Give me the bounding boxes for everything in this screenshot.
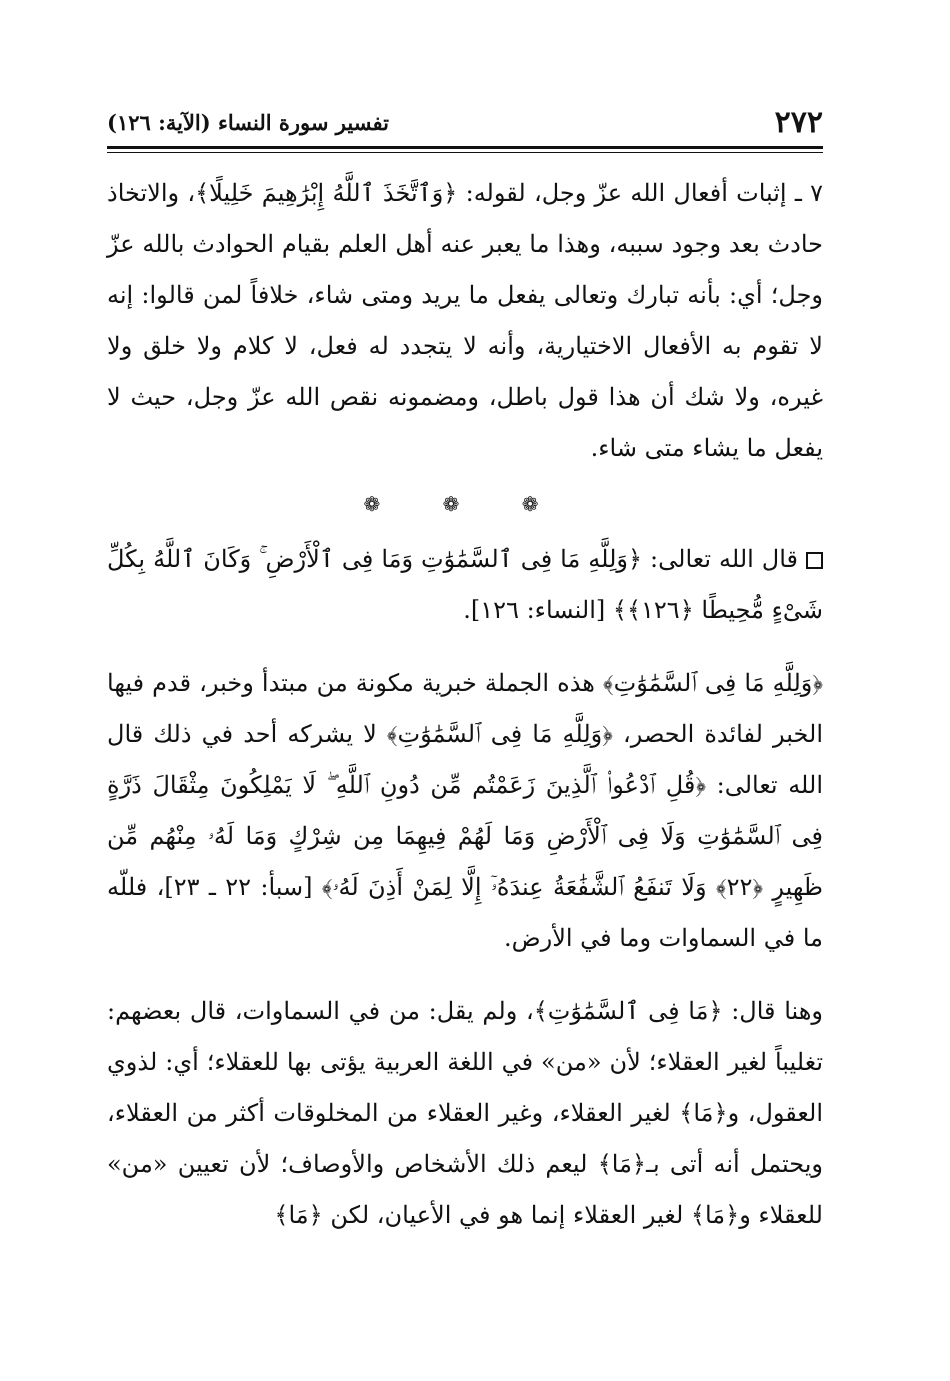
page-header [107,100,823,144]
paragraph-point-7: ٧ ـ إثبات أفعال الله عزّ وجل، لقوله: ﴿وَٱتَّخَذَ ٱللَّهُ إِبْرَٰهِيمَ خَلِيلًا﴾، والاتخاذ حادث بعد وجود سببه، وهذا ما يعبر عنه أهل العلم بقيام الحوادث بالله عزّ وجل؛ أي: بأنه تبارك وتعالى يفعل ما يريد ومتى شاء، خلافاً لمن قالوا: إنه لا تقوم به الأفعال الاختيارية، وأنه لا يتجدد له فعل، لا كلام ولا خلق ولا غيره، ولا شك أن هذا قول باطل، ومضمونه نقص الله عزّ وجل، حيث لا يفعل ما يشاء متى شاء. [107,179,823,462]
verse-intro [107,534,823,636]
page-number: ٢٧٢ [774,104,823,140]
section-divider: ❁ ❁ ❁ [363,492,567,516]
square-bullet-icon [806,552,823,569]
paragraph-ma-explanation: وهنا قال: ﴿مَا فِى ٱلسَّمَٰوَٰتِ﴾، ولم يقل: من في السماوات، قال بعضهم: تغليباً لغير العقلاء؛ لأن «من» في اللغة العربية يؤتى بها للعقلاء؛ أي: لذوي العقول، و﴿مَا﴾ لغير العقلاء، وغير العقلاء من المخلوقات أكثر من العقلاء، ويحتمل أنه أتى بـ﴿مَا﴾ ليعم ذلك الأشخاص والأوصاف؛ لأن تعيين «من» للعقلاء و﴿مَا﴾ لغير العقلاء إنما هو في الأعيان، لكن ﴿مَا﴾ [107,997,823,1229]
paragraph-gap [107,636,823,658]
header-rule-thin [107,152,823,153]
header-rule-thick [107,146,823,149]
paragraph-commentary: ﴿وَلِلَّهِ مَا فِى ٱلسَّمَٰوَٰتِ﴾ هذه الجملة خبرية مكونة من مبتدأ وخبر، قدم فيها الخبر لفائدة الحصر، ﴿وَلِلَّهِ مَا فِى ٱلسَّمَٰوَٰتِ﴾ لا يشركه أحد في ذلك قال الله تعالى: ﴿قُلِ ٱدْعُوا۟ ٱلَّذِينَ زَعَمْتُم مِّن دُونِ ٱللَّهِ ۖ لَا يَمْلِكُونَ مِثْقَالَ ذَرَّةٍ فِى ٱلسَّمَٰوَٰتِ وَلَا فِى ٱلْأَرْضِ وَمَا لَهُمْ فِيهِمَا مِن شِرْكٍ وَمَا لَهُۥ مِنْهُم مِّن ظَهِيرٍ ﴿٢٢﴾ وَلَا تَنفَعُ ٱلشَّفَٰعَةُ عِندَهُۥٓ إِلَّا لِمَنْ أَذِنَ لَهُۥ﴾ [سبأ: ٢٢ ـ ٢٣]، فللّه ما في السماوات وما في الأرض. [107,669,823,952]
verse-intro-text: قال الله تعالى: ﴿وَلِلَّهِ مَا فِى ٱلسَّمَٰوَٰتِ وَمَا فِى ٱلْأَرْضِ ۚ وَكَانَ ٱللَّهُ بِكُلِّ شَىْءٍ مُّحِيطًا ﴿١٢٦﴾﴾ [النساء: ١٢٦]. [107,545,823,624]
running-title: تفسير سورة النساء (الآية: ١٢٦) [107,109,389,135]
page-body [107,168,823,1241]
paragraph-gap [107,964,823,986]
